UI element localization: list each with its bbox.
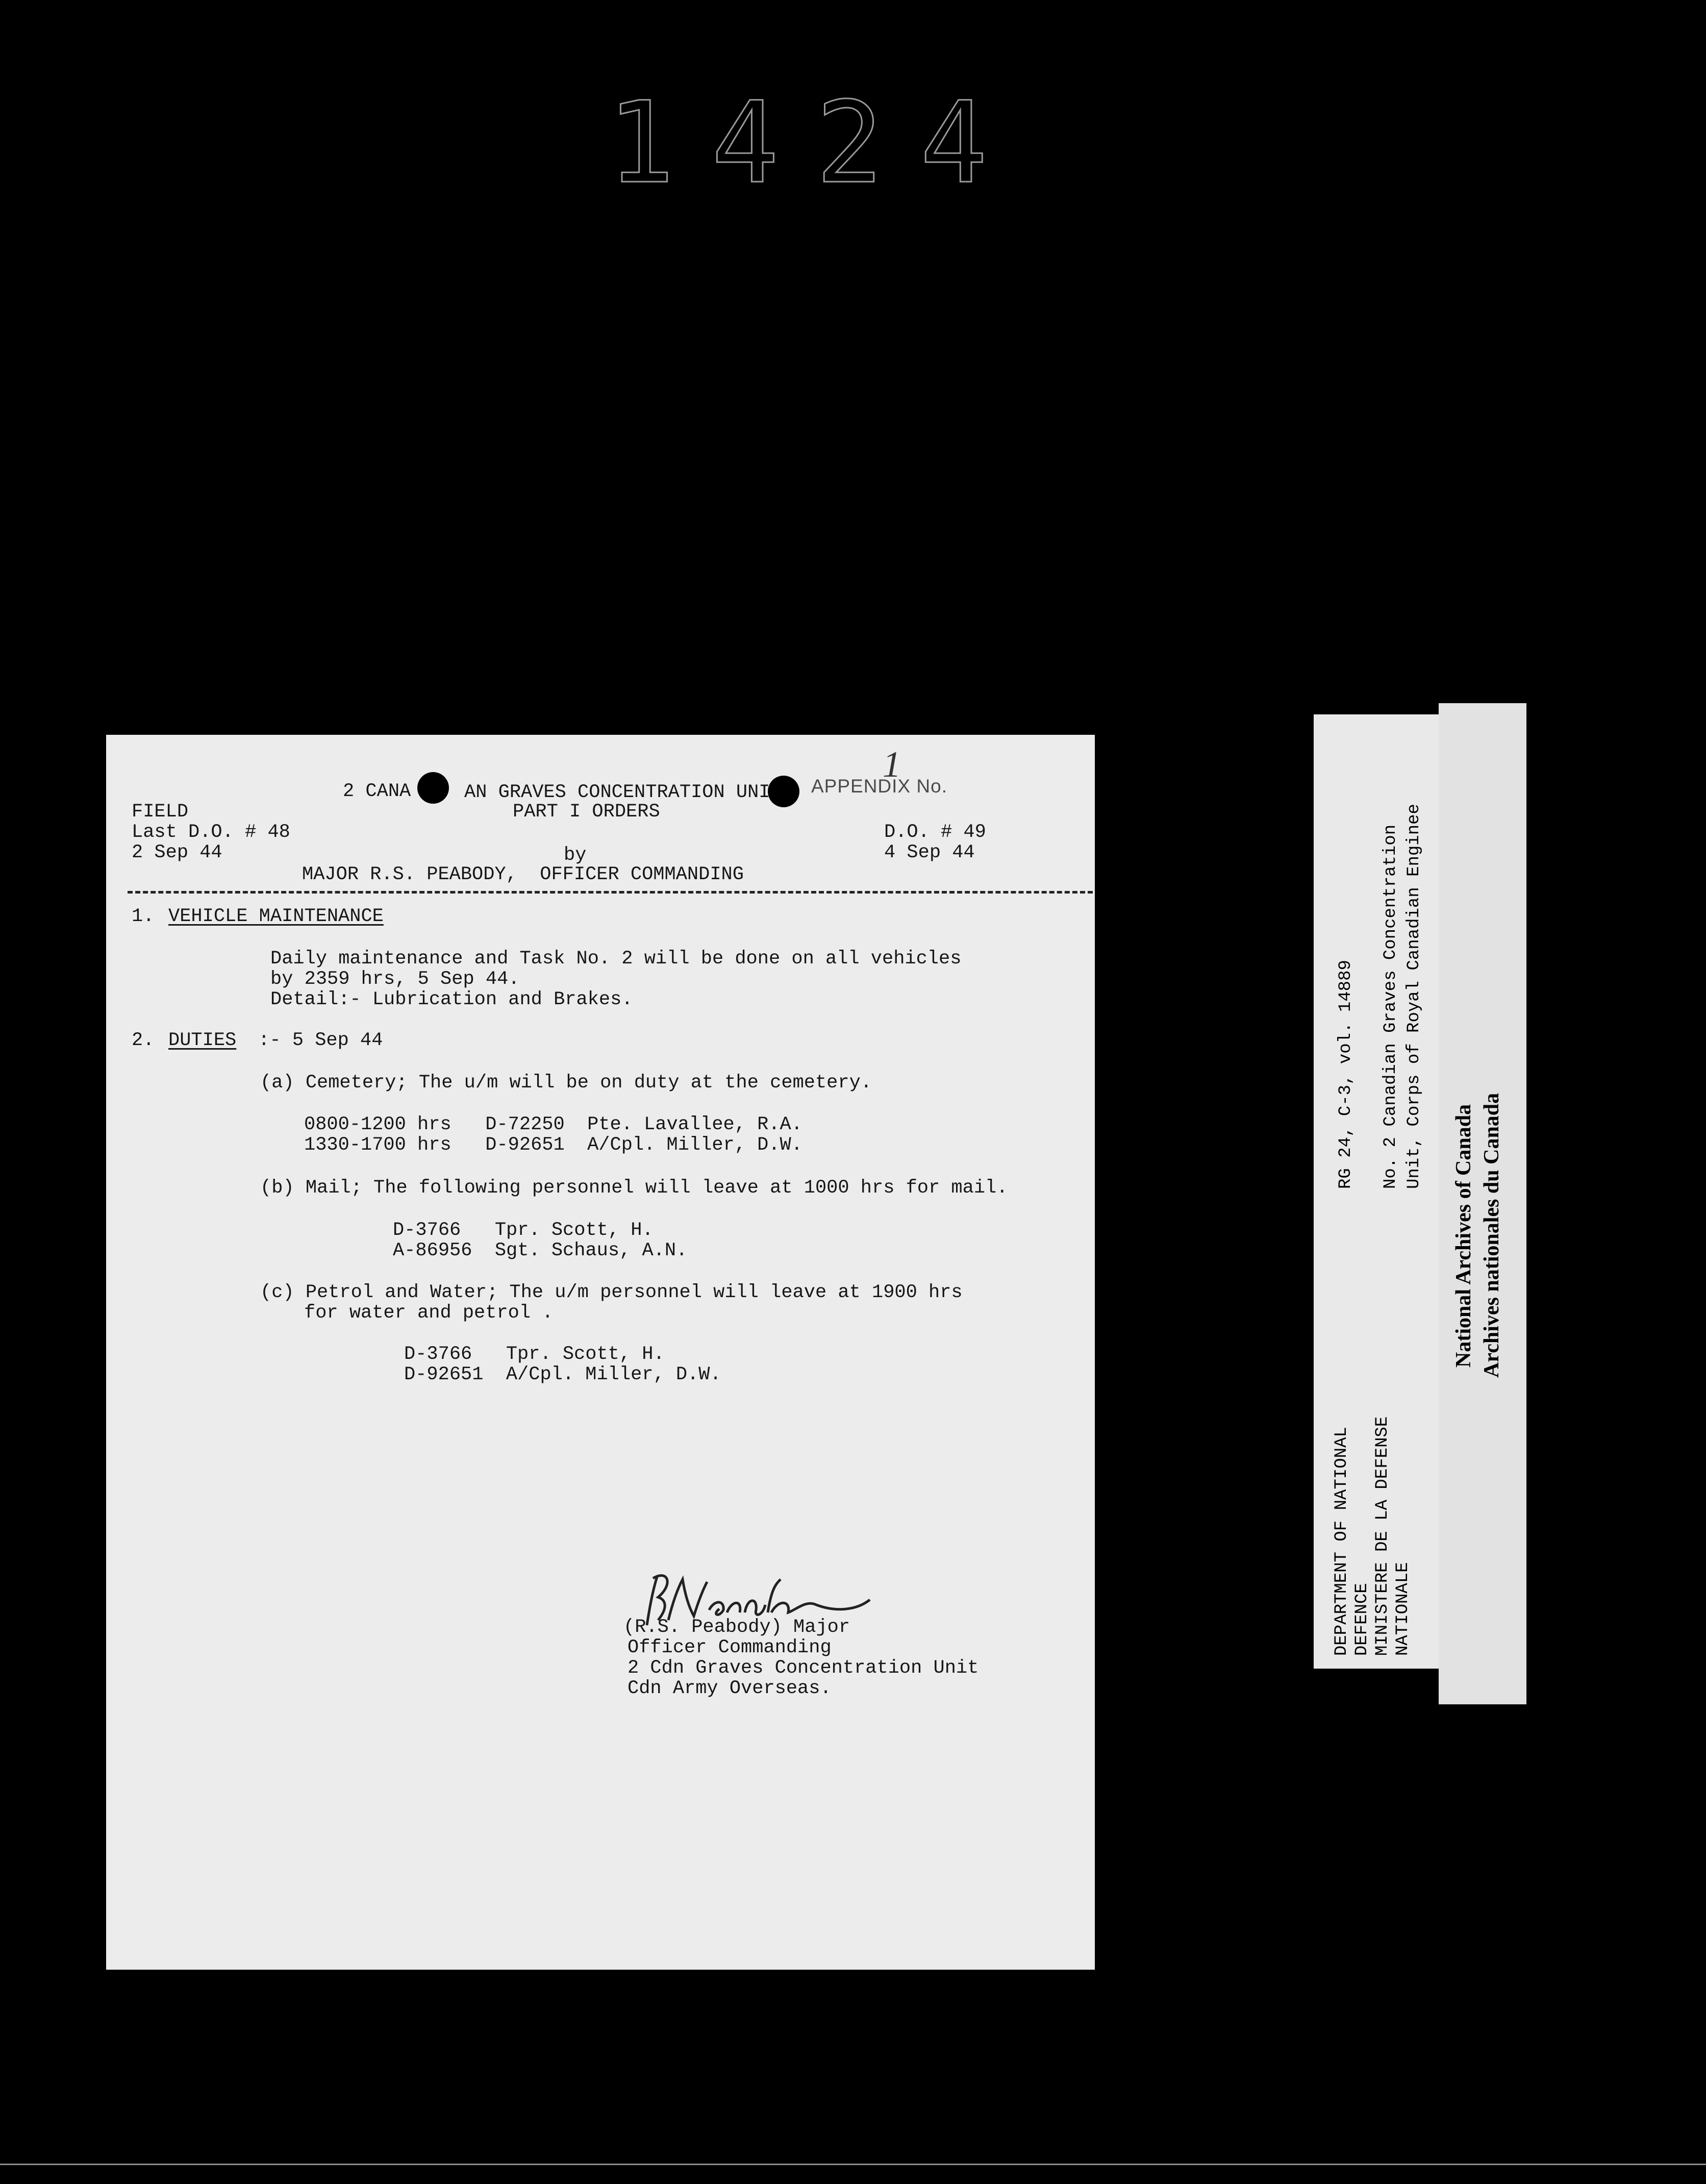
frame-number: 1424 xyxy=(607,78,1024,208)
duty-c-row: D-92651 A/Cpl. Miller, D.W. xyxy=(404,1364,721,1385)
department-label: NATIONALE xyxy=(1393,1562,1413,1656)
header-divider xyxy=(128,891,1093,894)
department-label: MINISTERE DE LA DEFENSE xyxy=(1373,1416,1392,1656)
department-label: DEPARTMENT OF NATIONAL xyxy=(1332,1427,1351,1656)
signature-line: Cdn Army Overseas. xyxy=(628,1678,832,1699)
unit-title: AN GRAVES CONCENTRATION UNI xyxy=(464,782,770,803)
do-date: 4 Sep 44 xyxy=(884,842,975,863)
department-label: DEFENCE xyxy=(1352,1583,1372,1656)
signature-line: Officer Commanding xyxy=(628,1637,832,1658)
duty-a-row: 1330-1700 hrs D-92651 A/Cpl. Miller, D.W. xyxy=(304,1134,802,1156)
do-number: D.O. # 49 xyxy=(884,822,986,843)
unit-title-left: 2 CANA xyxy=(343,781,411,802)
archive-ref: RG 24, C-3, vol. 14889 xyxy=(1336,960,1356,1189)
bottom-rule xyxy=(0,2164,1706,2165)
archive-title: Unit, Corps of Royal Canadian Enginee xyxy=(1404,804,1424,1189)
punch-hole xyxy=(417,772,449,804)
signature-line: 2 Cdn Graves Concentration Unit xyxy=(628,1657,979,1679)
duty-b-row: A-86956 Sgt. Schaus, A.N. xyxy=(393,1240,688,1261)
by-label: by xyxy=(564,845,587,866)
duty-b-row: D-3766 Tpr. Scott, H. xyxy=(393,1220,654,1241)
appendix-label: APPENDIX No. xyxy=(811,776,947,797)
archives-name-en: National Archives of Canada xyxy=(1452,1104,1475,1368)
section1-line: Daily maintenance and Task No. 2 will be done on all vehicles xyxy=(270,948,962,970)
issuer-line: MAJOR R.S. PEABODY, OFFICER COMMANDING xyxy=(302,864,744,885)
section2-number: 2. xyxy=(132,1030,155,1051)
signature-line: (R.S. Peabody) Major xyxy=(623,1617,850,1638)
last-do-number: Last D.O. # 48 xyxy=(132,822,290,843)
duty-a-row: 0800-1200 hrs D-72250 Pte. Lavallee, R.A. xyxy=(304,1114,802,1135)
duty-c-line: (c) Petrol and Water; The u/m personnel will leave at 1900 hrs xyxy=(260,1282,963,1303)
section2-date: :- 5 Sep 44 xyxy=(247,1030,383,1051)
appendix-number: 1 xyxy=(883,744,901,785)
duty-b-line: (b) Mail; The following personnel will leave at 1000 hrs for mail. xyxy=(260,1177,1008,1199)
duty-c-row: D-3766 Tpr. Scott, H. xyxy=(404,1344,665,1365)
section2-heading: DUTIES xyxy=(168,1030,237,1051)
section1-number: 1. xyxy=(132,906,155,927)
archives-name-fr: Archives nationales du Canada xyxy=(1480,1093,1503,1378)
section1-line: by 2359 hrs, 5 Sep 44. xyxy=(270,969,520,990)
section1-heading: VEHICLE MAINTENANCE xyxy=(168,906,384,927)
punch-hole xyxy=(768,776,799,807)
last-do-date: 2 Sep 44 xyxy=(132,842,222,863)
duty-a-line: (a) Cemetery; The u/m will be on duty at the cemetery. xyxy=(260,1072,872,1094)
archive-title: No. 2 Canadian Graves Concentration xyxy=(1381,824,1400,1189)
part-title: PART I ORDERS xyxy=(513,801,660,823)
field-label: FIELD xyxy=(132,801,189,823)
duty-c-line: for water and petrol . xyxy=(304,1302,554,1324)
section1-line: Detail:- Lubrication and Brakes. xyxy=(270,989,633,1010)
